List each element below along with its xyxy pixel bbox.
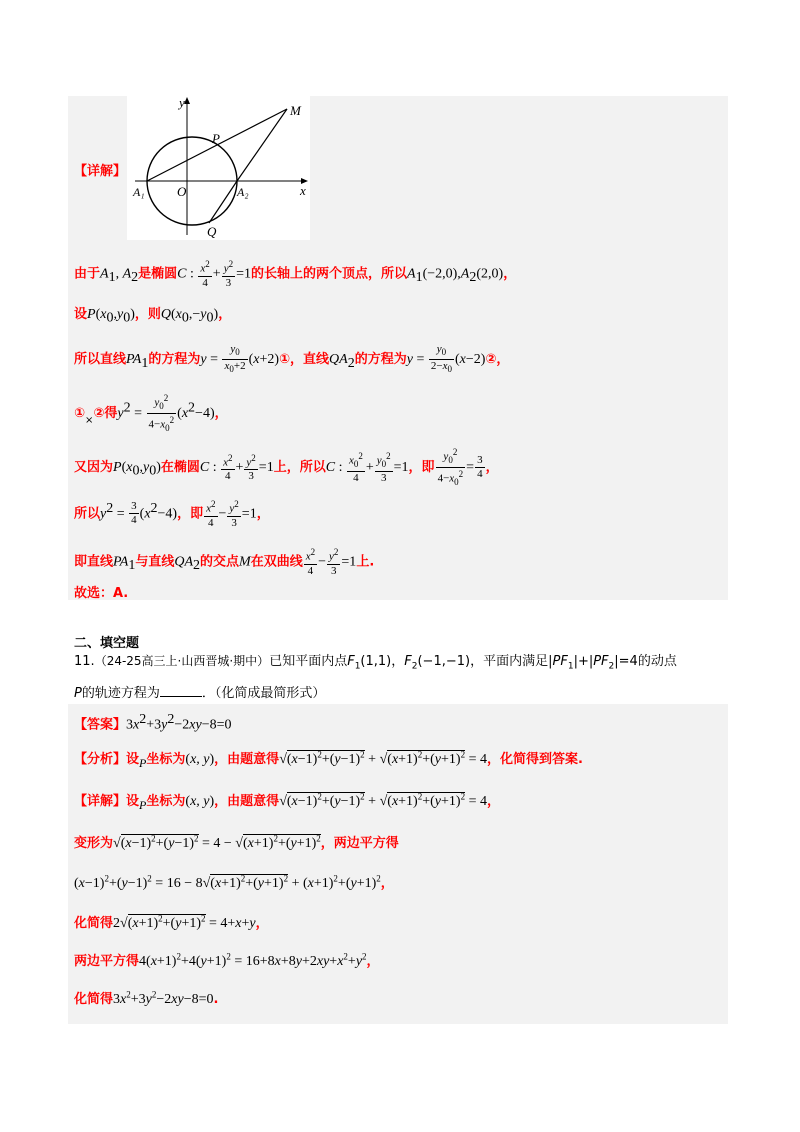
answer-line: 【答案】$3x^2+3y^2-2xy-8=0$: [74, 712, 232, 733]
solution-line-1: 由于$A_1$, $A_2$是椭圆C : $\frac{x^2}{4}$ + $\frac{y^2}{3}$ =1的长轴上的两个顶点，所以$A_1(-2,0),A_2(2,0)$，: [74, 259, 517, 289]
detail-line-6: 化简得$3x^2+3y^2-2xy-8=0$.: [74, 989, 219, 1007]
detail-line-3: $(x-1)^2+(y-1)^2 = 16 - 8√(x+1)^2+(y+1)^2 + (x+1)^2+(y+1)^2$，: [74, 873, 394, 891]
y-axis-label: y: [179, 95, 185, 110]
question-line-1: 11.（24-25高三上·山西晋城·期中）已知平面内点$F_1(1,1)$，$F_2(-1,-1)$，平面内满足$|PF_1|+|PF_2|=4$的动点: [74, 654, 677, 672]
solution-line-5: 又因为$P(x_0,y_0)$在椭圆C : $\frac{x^2}{4}$ + $\frac{y^2}{3}$ =1上，所以C : $\frac{x_0^2}{4}$ + $\frac{y_0^2}{3}$ =1，即 $\frac{y_0^2}{4-x_0^2}$ = $\frac{3}{4}$ ，: [74, 447, 499, 487]
solution-line-4: $①_\times ②$得$y^2$ = $\frac{y_0^2}{4-x_0^2}$ $(x^2-4)$，: [74, 393, 228, 433]
answer-blank: [160, 684, 202, 697]
detail-line-1: 【详解】设P坐标为(x, y)，由题意得$√(x-1)^2+(y-1)^2 + √(x+1)^2+(y+1)^2 = 4$，: [74, 791, 500, 812]
detail-line-4: 化简得$2√(x+1)^2+(y+1)^2 = 4+x+y$，: [74, 913, 269, 931]
point-Q-label: Q: [207, 224, 217, 239]
detail-line-2: 变形为$√(x-1)^2+(y-1)^2 = 4 - √(x+1)^2+(y+1)^2$，两边平方得: [74, 833, 399, 851]
question-line-2: P的轨迹方程为 ．（化简成最简形式）: [74, 686, 326, 701]
analysis-line: 【分析】设P坐标为(x, y)，由题意得$√(x-1)^2+(y-1)^2 + √(x+1)^2+(y+1)^2 = 4$，化简得到答案.: [74, 749, 583, 770]
point-A2-label: A₂: [237, 185, 249, 199]
point-M-label: M: [290, 103, 301, 118]
geometry-figure: [127, 95, 310, 240]
detail-label: 【详解】: [74, 164, 127, 179]
point-P-label: P: [212, 131, 220, 146]
ellipse-hyperbola-diagram: [127, 95, 310, 240]
detail-line-5: 两边平方得$4(x+1)^2+4(y+1)^2 = 16+8x+8y+2xy+x^2+y^2$，: [74, 951, 380, 969]
point-O-label: O: [177, 184, 187, 199]
solution-conclusion: 故选：A.: [74, 586, 129, 601]
solution-line-3: 所以直线$PA_1$的方程为y = $\frac{y_0}{x_0+2}$ (x+2)①，直线$QA_2$的方程为y = $\frac{y_0}{2-x_0}$ (x−2)②，: [74, 343, 510, 375]
section-title: 二、填空题: [74, 636, 140, 651]
point-A1-label: A₁: [133, 185, 145, 199]
x-axis-label: x: [300, 183, 306, 198]
solution-line-2: 设$P(x_0,y_0)$，则$Q(x_0,-y_0)$，: [74, 307, 232, 326]
solution-line-7: 即直线$PA_1$与直线$QA_2$的交点M在双曲线 $\frac{x^2}{4}$ − $\frac{y^2}{3}$ =1上.: [74, 547, 375, 577]
solution-line-6: 所以$y^2$ = $\frac{3}{4}$ $(x^2-4)$，即 $\frac{x^2}{4}$ − $\frac{y^2}{3}$ =1，: [74, 499, 270, 529]
